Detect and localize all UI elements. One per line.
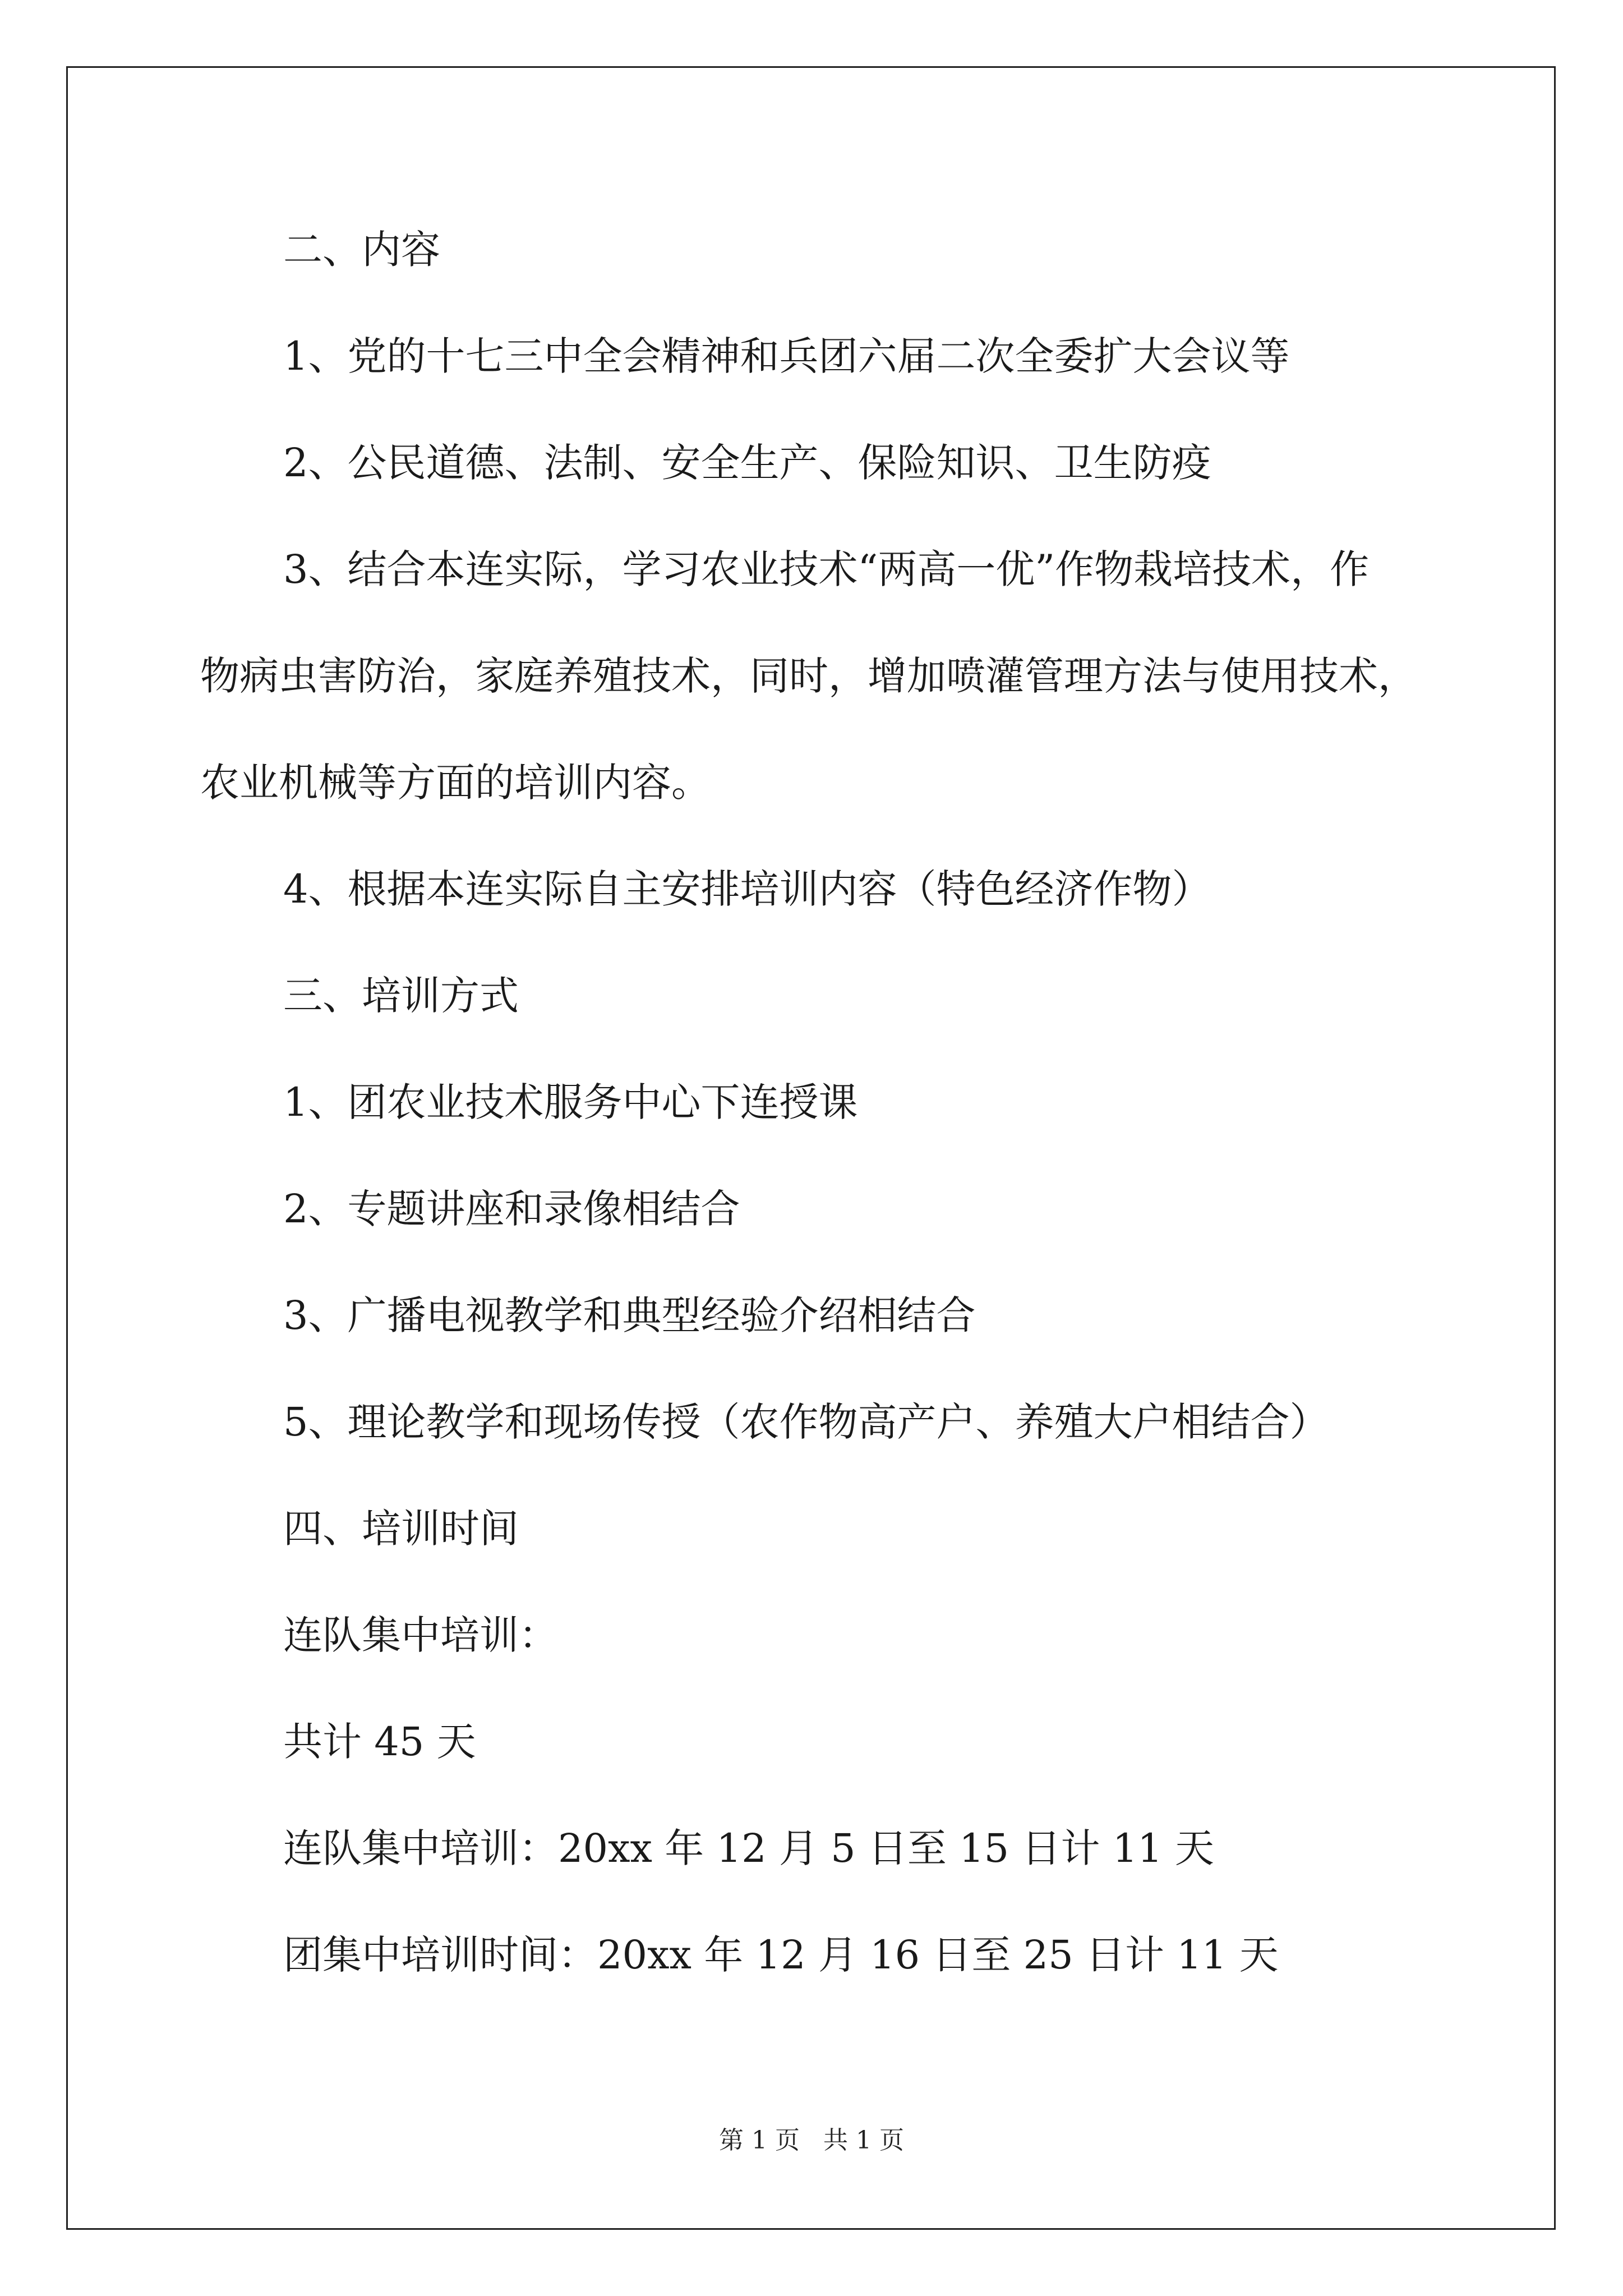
list-item: 2、专题讲座和录像相结合 bbox=[283, 1186, 740, 1232]
section-heading-content: 二、内容 bbox=[283, 227, 440, 273]
page-footer: 第 1 页 共 1 页 bbox=[719, 2126, 904, 2155]
list-item: 2、公民道德、法制、安全生产、保险知识、卫生防疫 bbox=[283, 440, 1211, 486]
list-item: 5、理论教学和现场传授（农作物高产户、养殖大户相结合） bbox=[283, 1399, 1329, 1445]
list-item: 3、结合本连实际，学习农业技术“两高一优”作物栽培技术，作 bbox=[283, 546, 1370, 592]
section-heading-method: 三、培训方式 bbox=[283, 973, 519, 1019]
paragraph-continuation: 物病虫害防治，家庭养殖技术，同时，增加喷灌管理方法与使用技术， bbox=[200, 653, 1417, 699]
page-border bbox=[66, 66, 1556, 2230]
section-heading-time: 四、培训时间 bbox=[283, 1506, 519, 1552]
list-item: 1、团农业技术服务中心下连授课 bbox=[283, 1079, 858, 1125]
list-item: 1、党的十七三中全会精神和兵团六届二次全委扩大会议等 bbox=[283, 333, 1290, 379]
text-line: 共计 45 天 bbox=[283, 1719, 476, 1765]
text-line: 连队集中培训：20xx 年 12 月 5 日至 15 日计 11 天 bbox=[283, 1825, 1215, 1871]
list-item: 4、根据本连实际自主安排培训内容（特色经济作物） bbox=[283, 866, 1211, 912]
paragraph-continuation: 农业机械等方面的培训内容。 bbox=[200, 760, 711, 806]
text-line: 连队集中培训： bbox=[283, 1612, 558, 1658]
text-line: 团集中培训时间：20xx 年 12 月 16 日至 25 日计 11 天 bbox=[283, 1932, 1279, 1978]
list-item: 3、广播电视教学和典型经验介绍相结合 bbox=[283, 1292, 976, 1338]
